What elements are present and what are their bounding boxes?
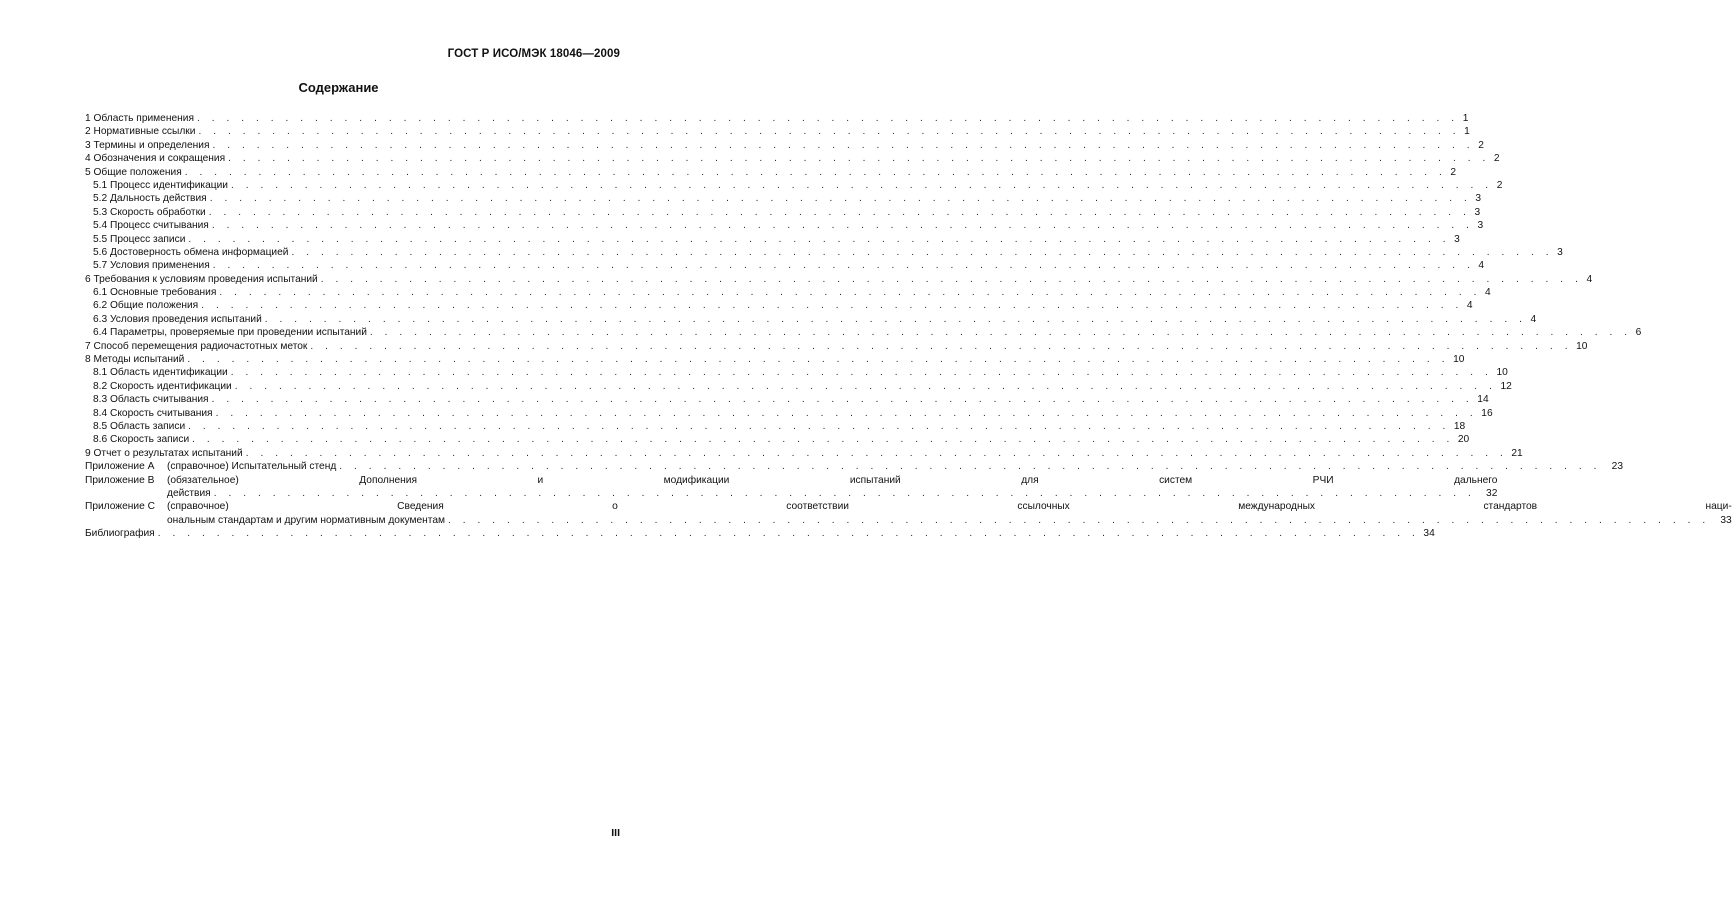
dot-leader: . . . . . . . . . . . . . . . . . . . . . . . . . . . . . . . . . . . . . . . . . . . . . . . . . . . . . . . . . . . . . . . . . . . . . . . . . . . . . . . . . . . . . . xyxy=(157,528,1420,540)
toc-entry-label: 2 Нормативные ссылки xyxy=(85,125,198,138)
toc-entry-label: 5.6 Достоверность обмена информацией xyxy=(93,246,291,259)
toc-entry-page: 4 xyxy=(1586,273,1593,285)
toc-entry-label: 4 Обозначения и сокращения xyxy=(85,152,228,165)
toc-entry-label: 5.5 Процесс записи xyxy=(93,233,188,246)
dot-leader: . . . . . . . . . . . . . . . . . . . . . . . . . . . . . . . . . . . . . . . . . . . . . . . . . . . . . . . . . . . . . . . . . . . . . . . . . . . . . . . . . . . . . . xyxy=(230,367,1493,379)
toc-entry-label: 5.7 Условия применения xyxy=(93,259,213,272)
toc-entry-label: 5.1 Процесс идентификации xyxy=(93,179,231,192)
dot-leader: . . . . . . . . . . . . . . . . . . . . . . . . . . . . . . . . . . . . . . . . . . . . . . . . . . . . . . . . . . . . . . . . . . . . . . . . . . . . . . . . . . . . . . xyxy=(211,394,1474,406)
toc-entry[interactable] xyxy=(85,433,1470,446)
toc-entry-label: 8.1 Область идентификации xyxy=(93,366,231,379)
dot-leader: . . . . . . . . . . . . . . . . . . . . . . . . . . . . . . . . . . . . . . . . . . . . . . . . . . . . . . . . . . . . . . . . . . . . . . . . . . . . . . . . . . . . . . xyxy=(264,313,1527,325)
toc-entry-label: 5.4 Процесс считывания xyxy=(93,219,212,232)
dot-leader: . . . . . . . . . . . . . . . . . . . . . . . . . . . . . . . . . . . . . . . . . . . . . . . . . . . . . . . . . . . . . . . . . . . . . . . . . . . . . . . . . . . . . . xyxy=(369,327,1632,339)
toc-entry[interactable] xyxy=(85,447,1523,460)
appendix-key: Приложение С xyxy=(85,501,155,513)
appendix-key: Приложение А xyxy=(85,461,155,473)
toc-entry[interactable] xyxy=(85,139,1484,152)
appendix-title-line: действия xyxy=(167,487,211,499)
dot-leader: . . . . . . . . . . . . . . . . . . . . . . . . . . . . . . . . . . . . . . . . . . . . . . . . . . . . . . . . . . . . . . . . . . . . . . . . . . . . . . . . . . . . . . xyxy=(208,206,1471,218)
appendix-title-line: ональным стандартам и другим нормативным документам xyxy=(167,514,446,526)
toc-entry-page: 10 xyxy=(1576,340,1588,352)
toc-entry[interactable] xyxy=(85,219,1484,232)
toc-entry-page: 6 xyxy=(1635,327,1642,339)
toc-entry-page: 3 xyxy=(1557,246,1563,258)
toc-entry[interactable] xyxy=(85,286,1491,299)
dot-leader: . . . . . . . . . . . . . . . . . . . . . . . . . . . . . . . . . . . . . . . . . . . . . . . . . . . . . . . . . . . . . . . . . . . . . . . . . . . . . . . . . . . . . . xyxy=(228,153,1490,165)
toc-entry[interactable] xyxy=(85,179,1503,192)
table-of-contents xyxy=(85,112,1732,541)
toc-entry-page: 3 xyxy=(1475,193,1482,205)
toc-entry-page: 4 xyxy=(1466,300,1473,312)
dot-leader: . . . . . . . . . . . . . . . . . . . . . . . . . . . . . . . . . . . . . . . . . . . . . . . . . . . . . . . . . . . . . . . . . . . . . . . . . . . . . . . . . . . . . . xyxy=(448,514,1710,526)
toc-appendix[interactable] xyxy=(85,500,1732,527)
toc-entry-label: 8.6 Скорость записи xyxy=(93,433,192,446)
toc-entry[interactable] xyxy=(85,420,1466,433)
toc-bibliography[interactable] xyxy=(85,527,1435,540)
toc-entry-page: 1 xyxy=(1464,126,1470,138)
appendix-title-line: (обязательное) Дополнения и модификации испытаний для систем РЧИ дальнего xyxy=(167,474,1498,486)
toc-entry-label: 6.1 Основные требования xyxy=(93,286,219,299)
dot-leader: . . . . . . . . . . . . . . . . . . . . . . . . . . . . . . . . . . . . . . . . . . . . . . . . . . . . . . . . . . . . . . . . . . . . . . . . . . . . . . . . . . . . . . xyxy=(211,220,1474,232)
toc-entry[interactable] xyxy=(85,206,1481,219)
dot-leader: . . . . . . . . . . . . . . . . . . . . . . . . . . . . . . . . . . . . . . . . . . . . . . . . . . . . . . . . . . . . . . . . . . . . . . . . . . . . . . . . . . . . . . xyxy=(234,380,1497,392)
dot-leader: . . . . . . . . . . . . . . . . . . . . . . . . . . . . . . . . . . . . . . . . . . . . . . . . . . . . . . . . . . . . . . . . . . . . . . . . . . . . . . . . . . . . . . xyxy=(291,246,1554,258)
toc-entry-page: 3 xyxy=(1477,220,1484,232)
toc-entry-page: 16 xyxy=(1481,407,1493,419)
toc-entry-label: 5 Общие положения xyxy=(85,166,185,179)
toc-entry[interactable] xyxy=(85,380,1512,393)
dot-leader: . . . . . . . . . . . . . . . . . . . . . . . . . . . . . . . . . . . . . . . . . . . . . . . . . . . . . . . . . . . . . . . . . . . . . . . . . . . . . . . . . . . . . . xyxy=(188,233,1451,245)
toc-entry-page: 34 xyxy=(1423,528,1435,540)
toc-entry-page: 2 xyxy=(1478,139,1484,151)
toc-entry[interactable] xyxy=(85,259,1485,272)
toc-entry-page: 4 xyxy=(1485,287,1491,299)
dot-leader: . . . . . . . . . . . . . . . . . . . . . . . . . . . . . . . . . . . . . . . . . . . . . . . . . . . . . . . . . . . . . . . . . . . . . . . . . . . . . . . . . . . . . . xyxy=(310,340,1573,352)
toc-entry-label: 6.3 Условия проведения испытаний xyxy=(93,313,265,326)
page-number: III xyxy=(611,827,620,839)
toc-entry-page: 23 xyxy=(1611,461,1623,473)
toc-entry[interactable] xyxy=(85,353,1465,366)
toc-entry[interactable] xyxy=(85,152,1500,165)
dot-leader: . . . . . . . . . . . . . . . . . . . . . . . . . . . . . . . . . . . . . . . . . . . . . . . . . . . . . . . . . . . . . . . . . . . . . . . . . . . . . . . . . . . . . . xyxy=(209,193,1472,205)
toc-entry-page: 33 xyxy=(1720,514,1732,526)
toc-entry-label: 8.3 Область считывания xyxy=(93,393,212,406)
toc-entry-label: 6.4 Параметры, проверяемые при проведении испытаний xyxy=(93,326,370,339)
toc-entry[interactable] xyxy=(85,340,1588,353)
toc-entry-label: 9 Отчет о результатах испытаний xyxy=(85,447,246,460)
toc-entry-label: 8.4 Скорость считывания xyxy=(93,407,216,420)
toc-entry-page: 18 xyxy=(1453,420,1466,432)
dot-leader: . . . . . . . . . . . . . . . . . . . . . . . . . . . . . . . . . . . . . . . . . . . . . . . . . . . . . . . . . . . . . . . . . . . . . . . . . . . . . . . . . . . . . . xyxy=(212,139,1475,151)
toc-entry-page: 4 xyxy=(1478,260,1485,272)
toc-appendix[interactable] xyxy=(85,474,1498,501)
dot-leader: . . . . . . . . . . . . . . . . . . . . . . . . . . . . . . . . . . . . . . . . . . . . . . . . . . . . . . . . . . . . . . . . . . . . . . . . . . . . . . . . . . . . . . xyxy=(213,487,1476,499)
toc-entry[interactable] xyxy=(85,125,1470,138)
toc-entry-page: 3 xyxy=(1454,233,1460,245)
toc-entry[interactable] xyxy=(85,313,1537,326)
toc-entry[interactable] xyxy=(85,407,1493,420)
toc-entry-page: 10 xyxy=(1453,354,1465,366)
toc-entry-label: 5.3 Скорость обработки xyxy=(93,206,209,219)
dot-leader: . . . . . . . . . . . . . . . . . . . . . . . . . . . . . . . . . . . . . . . . . . . . . . . . . . . . . . . . . . . . . . . . . . . . . . . . . . . . . . . . . . . . . . xyxy=(219,287,1482,299)
appendix-key: Приложение В xyxy=(85,474,155,486)
toc-entry-label: 5.2 Дальность действия xyxy=(93,192,210,205)
dot-leader: . . . . . . . . . . . . . . . . . . . . . . . . . . . . . . . . . . . . . . . . . . . . . . . . . . . . . . . . . . . . . . . . . . . . . . . . . . . . . . . . . . . . . . xyxy=(212,260,1475,272)
toc-entry-page: 20 xyxy=(1457,434,1470,446)
toc-entry-page: 12 xyxy=(1500,380,1512,392)
toc-entry-label: Библиография xyxy=(85,527,158,540)
dot-leader: . . . . . . . . . . . . . . . . . . . . . . . . . . . . . . . . . . . . . . . . . . . . . . . . . . . . . . . . . . . . . . . . . . . . . . . . . . . . . . . . . . . . . . xyxy=(188,420,1450,432)
toc-entry-label: 6 Требования к условиям проведения испытаний xyxy=(85,273,321,286)
toc-entry-page: 10 xyxy=(1496,367,1508,379)
toc-entry-page: 2 xyxy=(1496,179,1503,191)
toc-entry-page: 32 xyxy=(1486,487,1498,499)
toc-entry[interactable] xyxy=(85,326,1642,339)
dot-leader: . . . . . . . . . . . . . . . . . . . . . . . . . . . . . . . . . . . . . . . . . . . . . . . . . . . . . . . . . . . . . . . . . . . . . . . . . . . . . . . . . . . . . . xyxy=(339,461,1601,473)
toc-entry-page: 14 xyxy=(1477,394,1489,406)
toc-entry-page: 2 xyxy=(1450,166,1457,178)
dot-leader: . . . . . . . . . . . . . . . . . . . . . . . . . . . . . . . . . . . . . . . . . . . . . . . . . . . . . . . . . . . . . . . . . . . . . . . . . . . . . . . . . . . . . . xyxy=(196,112,1459,124)
toc-entry-label: 8.5 Область записи xyxy=(93,420,188,433)
toc-entry[interactable] xyxy=(85,166,1457,179)
dot-leader: . . . . . . . . . . . . . . . . . . . . . . . . . . . . . . . . . . . . . . . . . . . . . . . . . . . . . . . . . . . . . . . . . . . . . . . . . . . . . . . . . . . . . . xyxy=(201,300,1463,312)
dot-leader: . . . . . . . . . . . . . . . . . . . . . . . . . . . . . . . . . . . . . . . . . . . . . . . . . . . . . . . . . . . . . . . . . . . . . . . . . . . . . . . . . . . . . . xyxy=(192,434,1454,446)
dot-leader: . . . . . . . . . . . . . . . . . . . . . . . . . . . . . . . . . . . . . . . . . . . . . . . . . . . . . . . . . . . . . . . . . . . . . . . . . . . . . . . . . . . . . . xyxy=(245,447,1508,459)
toc-entry[interactable] xyxy=(85,192,1482,205)
toc-entry-page: 1 xyxy=(1462,112,1469,124)
toc-entry-page: 21 xyxy=(1511,447,1523,459)
toc-entry-label: 7 Способ перемещения радиочастотных меток xyxy=(85,340,310,353)
appendix-title-line: (справочное) Испытательный стенд xyxy=(167,461,337,473)
toc-entry-label: 3 Термины и определения xyxy=(85,139,212,152)
dot-leader: . . . . . . . . . . . . . . . . . . . . . . . . . . . . . . . . . . . . . . . . . . . . . . . . . . . . . . . . . . . . . . . . . . . . . . . . . . . . . . . . . . . . . . xyxy=(187,354,1450,366)
toc-entry[interactable] xyxy=(85,273,1593,286)
appendix-title-line: (справочное) Сведения о соответствии ссылочных международных стандартов наци- xyxy=(167,501,1732,513)
dot-leader: . . . . . . . . . . . . . . . . . . . . . . . . . . . . . . . . . . . . . . . . . . . . . . . . . . . . . . . . . . . . . . . . . . . . . . . . . . . . . . . . . . . . . . xyxy=(184,166,1447,178)
toc-entry-page: 2 xyxy=(1493,153,1500,165)
toc-entry-label: 1 Область применения xyxy=(85,112,197,125)
toc-entry[interactable] xyxy=(85,112,1469,125)
toc-entry[interactable] xyxy=(85,393,1489,406)
toc-entry-label: 8.2 Скорость идентификации xyxy=(93,380,235,393)
toc-entry[interactable] xyxy=(85,366,1508,379)
toc-appendix[interactable] xyxy=(85,460,1623,473)
document-header: ГОСТ Р ИСО/МЭК 18046—2009 xyxy=(447,48,620,60)
toc-entry-label: 8 Методы испытаний xyxy=(85,353,187,366)
toc-entry-page: 4 xyxy=(1530,313,1537,325)
dot-leader: . . . . . . . . . . . . . . . . . . . . . . . . . . . . . . . . . . . . . . . . . . . . . . . . . . . . . . . . . . . . . . . . . . . . . . . . . . . . . . . . . . . . . . xyxy=(215,407,1478,419)
toc-entry[interactable] xyxy=(85,299,1473,312)
page-title: Содержание xyxy=(298,80,379,95)
toc-entry[interactable] xyxy=(85,233,1460,246)
dot-leader: . . . . . . . . . . . . . . . . . . . . . . . . . . . . . . . . . . . . . . . . . . . . . . . . . . . . . . . . . . . . . . . . . . . . . . . . . . . . . . . . . . . . . . xyxy=(320,273,1583,285)
toc-entry[interactable] xyxy=(85,246,1563,259)
dot-leader: . . . . . . . . . . . . . . . . . . . . . . . . . . . . . . . . . . . . . . . . . . . . . . . . . . . . . . . . . . . . . . . . . . . . . . . . . . . . . . . . . . . . . . xyxy=(198,126,1461,138)
dot-leader: . . . . . . . . . . . . . . . . . . . . . . . . . . . . . . . . . . . . . . . . . . . . . . . . . . . . . . . . . . . . . . . . . . . . . . . . . . . . . . . . . . . . . . xyxy=(230,179,1493,191)
toc-entry-label: 6.2 Общие положения xyxy=(93,299,201,312)
toc-entry-page: 3 xyxy=(1474,206,1481,218)
